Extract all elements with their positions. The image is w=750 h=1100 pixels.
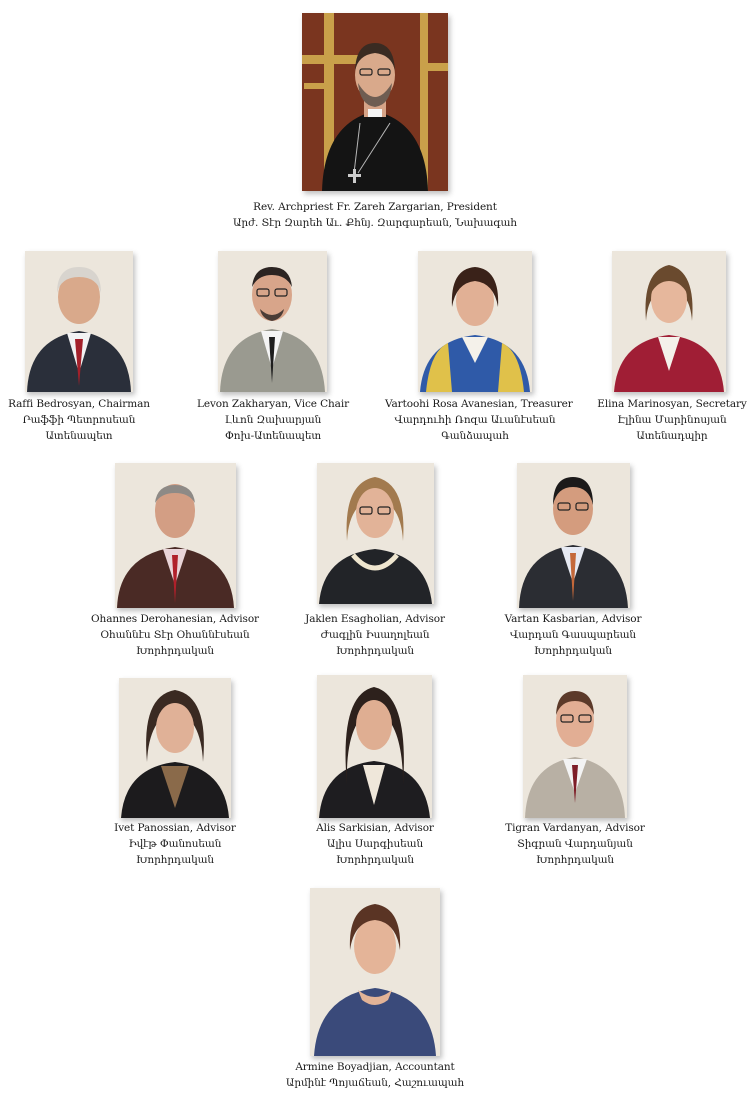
member-caption-advisor-alis (300, 820, 450, 868)
member-name-en: Vartan Kasbarian, Advisor (504, 613, 642, 625)
member-name-en: Rev. Archpriest Fr. Zareh Zargarian, President (253, 201, 497, 213)
member-caption-chairman (0, 396, 158, 444)
member-photo-president (302, 13, 448, 191)
member-name-en: Vartoohi Rosa Avanesian, Treasurer (385, 398, 573, 410)
member-name-en: Jaklen Esagholian, Advisor (305, 613, 445, 625)
member-photo-advisor-jaklen (317, 463, 434, 604)
member-caption-advisor-tigran (500, 820, 650, 868)
member-photo-vice-chair (218, 251, 327, 392)
member-photo-secretary (612, 251, 726, 392)
member-caption-president (225, 199, 525, 231)
member-photo-advisor-tigran (523, 675, 627, 818)
member-caption-accountant (250, 1059, 500, 1091)
member-photo-treasurer (418, 251, 532, 392)
member-role-hy: Փոխ-Ատենապետ (225, 430, 321, 442)
member-name-hy: Ալիս Սարգիսեան (326, 838, 424, 850)
member-role-hy: Խորհրդական (135, 854, 215, 866)
member-photo-advisor-vartan (517, 463, 630, 608)
member-name-en: Ohannes Derohanesian, Advisor (91, 613, 259, 625)
member-name-hy: Լևոն Զախարյան (224, 414, 322, 426)
member-caption-advisor-jaklen (300, 611, 450, 659)
member-role-hy: Խորհրդական (533, 645, 613, 657)
member-name-en: Levon Zakharyan, Vice Chair (196, 398, 350, 410)
member-name-hy: Էլինա Մարինոսյան (617, 414, 727, 426)
member-role-hy: Խորհրդական (135, 645, 215, 657)
member-name-hy: Իվէթ Փանոսեան (128, 838, 222, 850)
member-photo-advisor-ohannes (115, 463, 236, 608)
member-role-hy: Խորհրդական (335, 854, 415, 866)
member-name-hy: Վարդան Գասպարեան (509, 629, 637, 641)
member-name-hy: Արմինէ Պոյաճեան, Հաշուապահ (285, 1077, 465, 1089)
member-name-en: Elina Marinosyan, Secretary (597, 398, 747, 410)
member-name-en: Tigran Vardanyan, Advisor (505, 822, 645, 834)
member-name-hy: Տիգրան Վարդանյան (517, 838, 633, 850)
member-role-hy: Գանձապահ (441, 430, 509, 442)
member-caption-treasurer (385, 396, 573, 444)
member-photo-accountant (310, 888, 440, 1056)
member-caption-vice-chair (193, 396, 353, 444)
member-caption-advisor-vartan (498, 611, 648, 659)
member-caption-secretary (597, 396, 747, 444)
member-caption-advisor-ohannes (85, 611, 265, 659)
member-role-hy: Ատենապետ (45, 430, 113, 442)
member-photo-advisor-ivet (119, 678, 231, 818)
member-photo-chairman (25, 251, 133, 392)
member-name-en: Alis Sarkisian, Advisor (316, 822, 434, 834)
member-name-en: Armine Boyadjian, Accountant (295, 1061, 455, 1073)
member-role-hy: Խորհրդական (535, 854, 615, 866)
member-name-hy: Ժագլին Իսաղոլեան (320, 629, 430, 641)
member-name-hy: Վարդուհի Ռոզա Աւանէսեան (394, 414, 556, 426)
member-role-hy: Ատենադպիր (636, 430, 708, 442)
member-role-hy: Խորհրդական (335, 645, 415, 657)
member-photo-advisor-alis (317, 675, 432, 818)
member-name-en: Raffi Bedrosyan, Chairman (8, 398, 150, 410)
member-name-en: Ivet Panossian, Advisor (114, 822, 236, 834)
member-name-hy: Արժ. Տէր Զարեհ Աւ. Քհնյ. Զարգարեան, Նախագահ (233, 217, 517, 229)
member-name-hy: Օհաննէս Տէր Օհաննէսեան (100, 629, 250, 641)
member-name-hy: Րաֆֆի Պետրոսեան (22, 414, 136, 426)
member-caption-advisor-ivet (100, 820, 250, 868)
